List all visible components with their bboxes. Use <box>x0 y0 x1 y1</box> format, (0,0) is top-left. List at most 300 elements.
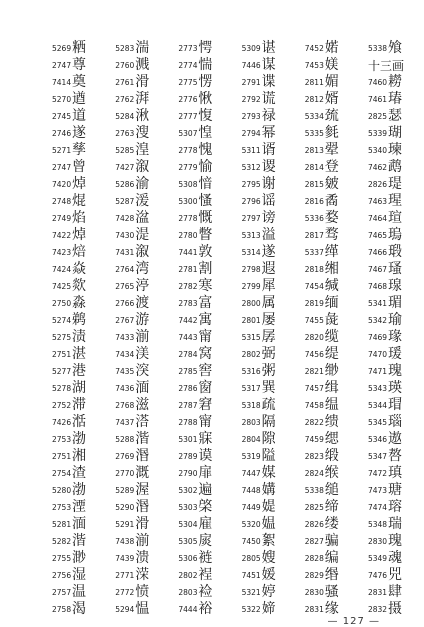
char-entry <box>178 380 212 397</box>
char-glyph: 谣 <box>261 193 276 209</box>
char-entry <box>178 108 212 125</box>
char-glyph: 骛 <box>324 227 339 243</box>
char-entry <box>305 74 339 91</box>
char-entry <box>368 261 402 278</box>
char-code: 5294 <box>115 605 135 614</box>
char-glyph: 嗸 <box>387 448 402 464</box>
char-entry <box>368 499 402 516</box>
char-glyph: 谌 <box>261 40 276 56</box>
char-code: 5301 <box>178 435 198 444</box>
char-glyph: 窗 <box>198 380 213 396</box>
char-code: 2751 <box>52 350 72 359</box>
char-code: 7461 <box>367 95 388 104</box>
char-entry <box>178 397 212 414</box>
char-code: 5349 <box>367 554 388 563</box>
char-glyph: 耮 <box>387 74 402 90</box>
char-entry <box>178 91 212 108</box>
char-code: 2778 <box>178 146 198 155</box>
char-code: 2750 <box>52 299 72 308</box>
char-entry <box>368 533 402 550</box>
char-code: 5340 <box>367 146 388 155</box>
char-glyph: 溆 <box>135 244 150 260</box>
char-glyph: 焙 <box>72 244 86 260</box>
char-entry <box>115 482 149 499</box>
char-code: 7442 <box>178 316 198 325</box>
char-glyph: 瑚 <box>387 125 402 141</box>
char-code: 5336 <box>304 214 324 223</box>
char-entry <box>368 210 402 227</box>
char-code: 5300 <box>178 197 198 206</box>
char-entry <box>305 278 339 295</box>
char-entry <box>368 550 402 567</box>
char-glyph: 湛 <box>72 346 86 362</box>
char-code: 7463 <box>367 197 388 206</box>
char-entry <box>52 567 86 584</box>
char-glyph: 鹈 <box>72 312 86 328</box>
char-code: 5315 <box>241 333 261 342</box>
char-glyph: 愠 <box>135 601 150 617</box>
char-glyph: 粥 <box>261 363 276 379</box>
char-code: 2813 <box>304 146 324 155</box>
char-code: 7457 <box>304 384 324 393</box>
char-glyph: 瑱 <box>387 465 402 481</box>
char-entry <box>115 125 149 142</box>
char-code: 2752 <box>52 401 72 410</box>
char-code: 5338 <box>304 486 324 495</box>
char-glyph: 属 <box>261 295 276 311</box>
char-entry <box>115 159 149 176</box>
char-entry <box>52 193 86 210</box>
char-code: 2773 <box>178 44 198 53</box>
char-entry <box>52 346 86 363</box>
char-code: 7465 <box>367 231 388 240</box>
char-glyph: 媂 <box>261 601 276 617</box>
char-entry <box>52 108 86 125</box>
char-glyph: 媾 <box>261 482 276 498</box>
char-entry <box>115 465 149 482</box>
char-code: 7452 <box>304 44 324 53</box>
char-glyph: 瑜 <box>387 312 402 328</box>
char-glyph: 瑆 <box>387 193 402 209</box>
char-code: 5337 <box>304 248 324 257</box>
char-glyph: 谋 <box>261 57 276 73</box>
char-entry <box>178 312 212 329</box>
char-glyph: 谡 <box>261 159 276 175</box>
char-glyph: 欻 <box>72 278 86 294</box>
char-code: 7444 <box>178 605 198 614</box>
char-code: 7458 <box>304 401 324 410</box>
page-number: — 127 — <box>327 616 380 627</box>
char-code: 2768 <box>115 401 135 410</box>
char-code: 2778 <box>178 214 198 223</box>
char-code: 7437 <box>115 418 135 427</box>
char-entry <box>115 414 149 431</box>
char-entry <box>52 363 86 380</box>
char-glyph: 敦 <box>198 244 213 260</box>
char-entry <box>178 414 212 431</box>
char-entry <box>242 584 276 601</box>
char-entry <box>115 57 149 74</box>
char-entry <box>52 74 86 91</box>
char-code: 7453 <box>304 61 324 70</box>
char-entry <box>52 601 86 618</box>
char-code: 2825 <box>367 112 388 121</box>
char-glyph: 瑛 <box>387 380 402 396</box>
char-glyph: 缒 <box>324 482 339 498</box>
char-code: 2788 <box>178 418 198 427</box>
char-entry <box>52 499 86 516</box>
char-glyph: 瑙 <box>387 414 402 430</box>
char-code: 5281 <box>52 520 72 529</box>
char-code: 2774 <box>178 61 198 70</box>
char-glyph: 媚 <box>324 74 339 90</box>
char-code: 5313 <box>241 231 261 240</box>
char-entry <box>52 278 86 295</box>
char-code: 2781 <box>178 265 198 274</box>
char-entry <box>305 261 339 278</box>
char-glyph: 裣 <box>198 584 213 600</box>
char-code: 2804 <box>241 435 261 444</box>
char-glyph: 焱 <box>72 261 86 277</box>
char-glyph: 渡 <box>135 295 150 311</box>
char-code: 5345 <box>367 418 388 427</box>
char-code: 5343 <box>367 384 388 393</box>
char-code: 5285 <box>115 146 135 155</box>
char-glyph: 谤 <box>261 210 276 226</box>
char-entry <box>305 193 339 210</box>
char-entry <box>52 533 86 550</box>
char-glyph: 婺 <box>324 210 339 226</box>
char-code: 2818 <box>304 265 324 274</box>
char-glyph: 寒 <box>198 278 213 294</box>
char-entry <box>178 465 212 482</box>
char-code: 5322 <box>241 605 261 614</box>
char-glyph: 瑑 <box>387 329 402 345</box>
char-glyph: 缈 <box>324 363 339 379</box>
char-entry <box>305 516 339 533</box>
char-glyph: 寓 <box>198 312 213 328</box>
char-entry <box>52 295 86 312</box>
char-glyph: 瑵 <box>387 261 402 277</box>
char-glyph: 湓 <box>135 210 150 226</box>
char-code: 2790 <box>178 469 198 478</box>
char-glyph: 滞 <box>72 397 86 413</box>
char-code: 2815 <box>304 180 324 189</box>
char-code: 5309 <box>241 44 261 53</box>
char-entry <box>52 414 86 431</box>
char-glyph: 瑰 <box>387 363 402 379</box>
char-entry <box>115 261 149 278</box>
char-entry <box>178 448 212 465</box>
char-code: 2787 <box>178 401 198 410</box>
char-entry <box>242 261 276 278</box>
char-code: 2789 <box>178 452 198 461</box>
char-glyph: 媞 <box>261 499 276 515</box>
char-glyph: 渝 <box>135 176 150 192</box>
char-entry <box>52 431 86 448</box>
char-glyph: 湔 <box>135 329 150 345</box>
char-glyph: 裕 <box>198 601 213 617</box>
char-code: 7435 <box>115 367 135 376</box>
char-entry <box>242 363 276 380</box>
char-column <box>304 40 339 617</box>
char-code: 2751 <box>52 452 72 461</box>
char-glyph: 嫂 <box>261 550 276 566</box>
char-entry <box>178 533 212 550</box>
char-code: 2776 <box>178 95 198 104</box>
char-entry <box>368 295 402 312</box>
char-entry <box>52 465 86 482</box>
char-entry <box>115 448 149 465</box>
char-code: 2779 <box>178 163 198 172</box>
char-code: 2797 <box>241 214 261 223</box>
char-code: 5270 <box>52 95 72 104</box>
char-entry <box>52 125 86 142</box>
char-code: 7466 <box>367 248 388 257</box>
char-code: 5286 <box>115 180 135 189</box>
char-code: 2816 <box>304 197 324 206</box>
char-code: 5302 <box>178 486 198 495</box>
char-entry <box>178 567 212 584</box>
char-code: 7438 <box>115 537 135 546</box>
char-entry <box>52 142 86 159</box>
char-column <box>115 40 150 617</box>
char-code: 2764 <box>115 265 135 274</box>
char-entry <box>178 584 212 601</box>
char-entry <box>178 74 212 91</box>
char-code: 2791 <box>241 78 261 87</box>
char-code: 7428 <box>115 214 135 223</box>
char-glyph: 湎 <box>135 380 150 396</box>
char-glyph: 屡 <box>261 312 276 328</box>
char-glyph: 溚 <box>135 414 150 430</box>
char-entry <box>368 125 402 142</box>
char-entry <box>368 448 402 465</box>
char-code: 7459 <box>304 435 324 444</box>
char-glyph: 尊 <box>72 57 86 73</box>
char-glyph: 扊 <box>198 533 213 549</box>
char-code: 2812 <box>304 95 324 104</box>
char-glyph: 巯 <box>324 108 339 124</box>
char-glyph: 骗 <box>324 533 339 549</box>
char-glyph: 游 <box>135 312 150 328</box>
char-code: 7426 <box>52 418 72 427</box>
char-code: 7436 <box>115 384 135 393</box>
char-glyph: 渍 <box>72 329 86 345</box>
char-entry <box>242 414 276 431</box>
char-code: 2792 <box>241 95 261 104</box>
char-glyph: 隙 <box>261 431 276 447</box>
char-entry <box>115 176 149 193</box>
char-entry <box>178 601 212 618</box>
char-entry <box>305 329 339 346</box>
char-glyph: 湔 <box>135 533 150 549</box>
char-code: 7456 <box>304 350 324 359</box>
char-glyph: 翚 <box>324 142 339 158</box>
char-glyph: 缂 <box>324 244 339 260</box>
char-entry <box>242 295 276 312</box>
char-glyph: 瑭 <box>387 482 402 498</box>
char-glyph: 肆 <box>387 584 402 600</box>
char-code: 7468 <box>367 282 388 291</box>
char-glyph: 遍 <box>198 482 213 498</box>
char-glyph: 谎 <box>261 91 276 107</box>
char-glyph: 遨 <box>387 431 402 447</box>
char-entry <box>178 193 212 210</box>
char-code: 7448 <box>241 486 261 495</box>
char-code: 7443 <box>178 333 198 342</box>
char-code: 7423 <box>52 248 72 257</box>
char-code: 2782 <box>178 282 198 291</box>
char-code: 7434 <box>115 350 135 359</box>
char-entry <box>115 40 149 57</box>
char-entry <box>115 210 149 227</box>
char-entry <box>52 210 86 227</box>
char-glyph: 富 <box>198 295 213 311</box>
char-code: 5348 <box>367 520 388 529</box>
char-code: 2756 <box>52 571 72 580</box>
char-code: 5275 <box>52 333 72 342</box>
char-code: 7471 <box>367 367 388 376</box>
char-entry <box>368 414 402 431</box>
char-glyph: 窖 <box>198 363 213 379</box>
char-entry <box>115 244 149 261</box>
char-entry <box>242 159 276 176</box>
char-code: 2760 <box>115 61 135 70</box>
char-entry <box>305 125 339 142</box>
char-code: 2803 <box>241 418 261 427</box>
char-code: 5304 <box>178 520 198 529</box>
char-code: 7441 <box>178 248 198 257</box>
char-glyph: 缎 <box>324 448 339 464</box>
char-glyph: 瑃 <box>387 91 402 107</box>
char-glyph: 魂 <box>387 550 402 566</box>
char-code: 5287 <box>115 197 135 206</box>
char-glyph: 愔 <box>198 176 213 192</box>
char-glyph: 渥 <box>135 482 150 498</box>
char-glyph: 曾 <box>72 159 86 175</box>
char-glyph: 渺 <box>72 550 86 566</box>
char-glyph: 溲 <box>135 125 150 141</box>
char-entry <box>242 550 276 567</box>
char-glyph: 焯 <box>72 227 86 243</box>
char-entry <box>52 516 86 533</box>
char-glyph: 疏 <box>261 397 276 413</box>
char-glyph: 缇 <box>324 346 339 362</box>
char-glyph: 湘 <box>72 448 86 464</box>
char-glyph: 媄 <box>324 57 339 73</box>
char-entry <box>305 142 339 159</box>
char-entry <box>242 567 276 584</box>
char-code: 2831 <box>367 588 388 597</box>
char-code: 7414 <box>52 78 72 87</box>
char-code: 2755 <box>52 554 72 563</box>
char-entry <box>368 244 402 261</box>
char-code: 2748 <box>52 197 72 206</box>
char-glyph: 瑰 <box>387 533 402 549</box>
char-entry <box>368 176 402 193</box>
char-code: 2820 <box>304 333 324 342</box>
char-entry <box>115 329 149 346</box>
char-entry <box>242 74 276 91</box>
char-entry <box>305 465 339 482</box>
char-glyph: 湖 <box>72 380 86 396</box>
char-code: 2753 <box>52 435 72 444</box>
char-glyph: 遐 <box>261 261 276 277</box>
char-entry <box>368 431 402 448</box>
char-glyph: 湿 <box>72 567 86 583</box>
char-entry <box>368 380 402 397</box>
char-glyph: 焯 <box>72 176 86 192</box>
char-glyph: 湜 <box>135 227 150 243</box>
char-entry <box>115 499 149 516</box>
char-glyph: 渟 <box>135 278 150 294</box>
char-code: 7476 <box>367 571 388 580</box>
char-glyph: 谟 <box>198 448 213 464</box>
char-entry <box>178 261 212 278</box>
char-glyph: 窝 <box>198 346 213 362</box>
char-entry <box>115 227 149 244</box>
char-code: 2803 <box>178 588 198 597</box>
char-glyph: 瑁 <box>387 397 402 413</box>
dictionary-page <box>52 40 404 627</box>
char-code: 5284 <box>115 112 135 121</box>
char-glyph: 溉 <box>135 465 150 481</box>
char-glyph: 缃 <box>324 261 339 277</box>
char-glyph: 甯 <box>198 329 213 345</box>
char-entry <box>52 550 86 567</box>
char-code: 2821 <box>304 367 324 376</box>
char-code: 2749 <box>52 214 72 223</box>
char-entry <box>368 567 402 584</box>
char-glyph: 渼 <box>135 346 150 362</box>
char-glyph: 滑 <box>135 516 150 532</box>
char-glyph: 湎 <box>72 516 86 532</box>
char-entry <box>305 499 339 516</box>
char-glyph: 缔 <box>324 499 339 515</box>
char-glyph: 遒 <box>72 91 86 107</box>
char-glyph: 婷 <box>261 584 276 600</box>
char-entry <box>305 312 339 329</box>
char-entry <box>305 91 339 108</box>
char-code: 7420 <box>52 180 72 189</box>
char-code: 2771 <box>115 571 135 580</box>
char-code: 7451 <box>241 571 261 580</box>
char-entry <box>242 601 276 618</box>
char-code: 5338 <box>367 44 388 53</box>
char-code: 2793 <box>241 112 261 121</box>
char-entry <box>115 142 149 159</box>
char-entry <box>52 397 86 414</box>
char-code: 5278 <box>52 384 72 393</box>
char-code: 2762 <box>115 95 135 104</box>
char-entry <box>242 91 276 108</box>
char-code: 2819 <box>304 299 324 308</box>
char-glyph: 缑 <box>324 465 339 481</box>
char-glyph: 媒 <box>261 465 276 481</box>
char-entry <box>305 431 339 448</box>
char-entry <box>178 346 212 363</box>
char-glyph: 鹉 <box>387 159 402 175</box>
char-code: 7447 <box>241 469 261 478</box>
char-code: 2745 <box>52 112 72 121</box>
char-glyph: 瑔 <box>387 278 402 294</box>
char-code: 5316 <box>241 367 261 376</box>
char-entry <box>178 57 212 74</box>
char-glyph: 湟 <box>135 142 150 158</box>
char-glyph: 瑅 <box>387 176 402 192</box>
char-code: 2769 <box>115 452 135 461</box>
